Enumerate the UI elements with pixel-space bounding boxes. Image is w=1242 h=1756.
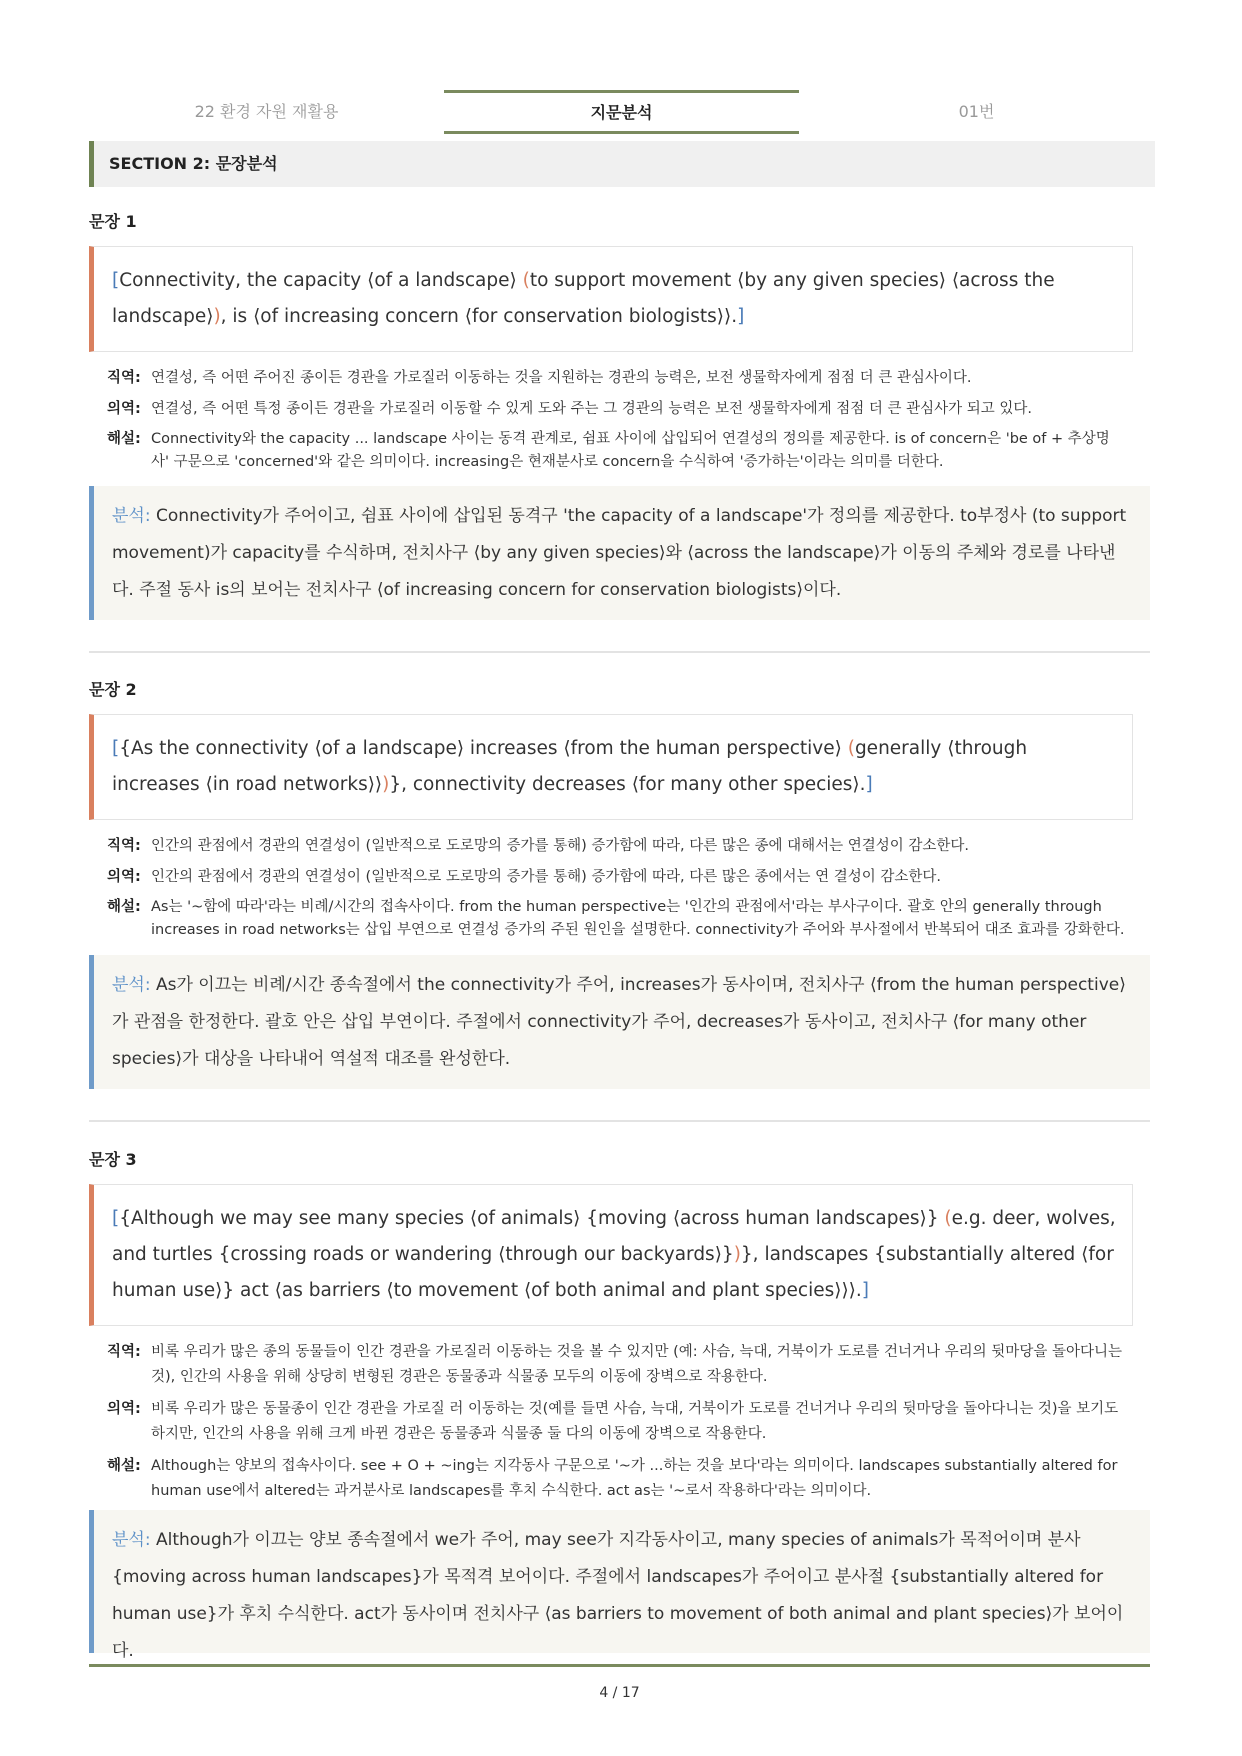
sentence-label: 문장 2 bbox=[89, 680, 137, 699]
translation-block bbox=[107, 1340, 1127, 1511]
sentence-segment: [ bbox=[112, 270, 120, 291]
literal-translation: 비록 우리가 많은 종의 동물들이 인간 경관을 가로질러 이동하는 것을 볼 수 있지만 (예: 사슴, 늑대, 거북이가 도로를 건너거나 우리의 뒷마당을 돌아다니는 것), 인간의 사용을 위해 상당히 변형된 경관은 동물종과 식물종 모두의 이동에 장벽으로 작용한다. bbox=[151, 1344, 1122, 1385]
sentence-segment: e.g. deer, wolves, and turtles {crossing roads or wandering ⟨through our backyards⟩} bbox=[112, 1208, 1116, 1265]
free-translation: 인간의 관점에서 경관의 연결성이 (일반적으로 도로망의 증가를 통해) 증가함에 따라, 다른 많은 종에서는 연 결성이 감소한다. bbox=[151, 869, 942, 885]
sentence-segment: ) bbox=[382, 774, 390, 795]
sentence-segment: ) bbox=[213, 306, 221, 327]
literal-translation: 연결성, 즉 어떤 주어진 종이든 경관을 가로질러 이동하는 것을 지원하는 경관의 능력은, 보전 생물학자에게 점점 더 큰 관심사이다. bbox=[151, 370, 972, 386]
literal-translation: 인간의 관점에서 경관의 연결성이 (일반적으로 도로망의 증가를 통해) 증가함에 따라, 다른 많은 종에 대해서는 연결성이 감소한다. bbox=[151, 838, 970, 854]
free-label: 의역: bbox=[107, 401, 141, 417]
analysis-box bbox=[89, 1510, 1150, 1661]
translation-block bbox=[107, 834, 1127, 949]
literal-label: 직역: bbox=[107, 838, 141, 854]
analysis-label: 분석: bbox=[112, 975, 151, 995]
sentence-segment: ) bbox=[733, 1244, 741, 1265]
sentence-segment: {Although we may see many species ⟨of animals⟩ {moving ⟨across human landscapes⟩} bbox=[119, 1208, 945, 1229]
sentence-segment: [ bbox=[112, 1208, 120, 1229]
sentence-label: 문장 1 bbox=[89, 212, 137, 231]
sentence-segment: [ bbox=[112, 738, 120, 759]
analysis-text: Although가 이끄는 양보 종속절에서 we가 주어, may see가 지각동사이고, many species of animals가 목적어이며 분사 {moving across human landscapes}가 목적격 보어이다. 주절에서 landscapes가 주어이고 분사절 {substantially altered for human use}가 후치 수식한다. act가 동사이며 전치사구 ⟨as barriers to movement of both animal and plant species⟩가 보어이다. bbox=[112, 1530, 1124, 1661]
sentence-segment: Connectivity, the capacity bbox=[119, 270, 368, 291]
sentence-segment: ⟨of a landscape⟩ bbox=[367, 270, 523, 291]
sentence-segment: , is ⟨of increasing concern ⟨for conservation biologists⟩⟩. bbox=[220, 306, 738, 327]
divider bbox=[89, 1120, 1150, 1122]
free-label: 의역: bbox=[107, 1401, 141, 1417]
explain-label: 해설: bbox=[107, 431, 141, 447]
sentence-segment: ( bbox=[847, 738, 855, 759]
analysis-box bbox=[89, 486, 1150, 620]
page-number: 4 / 17 bbox=[599, 1685, 640, 1701]
explain-label: 해설: bbox=[107, 899, 141, 915]
analysis-box bbox=[89, 955, 1150, 1089]
header-title: 지문분석 bbox=[444, 90, 799, 134]
sentence-label: 문장 3 bbox=[89, 1150, 137, 1169]
sentence-box bbox=[89, 714, 1133, 820]
sentence-segment: }, connectivity decreases ⟨for many other species⟩. bbox=[389, 774, 866, 795]
sentence-segment: {As the connectivity ⟨of a landscape⟩ increases ⟨from the human perspective⟩ bbox=[119, 738, 848, 759]
section-title-bar bbox=[89, 141, 1155, 187]
explanation: Connectivity와 the capacity ... landscape 사이는 동격 관계로, 쉼표 사이에 삽입되어 연결성의 정의를 제공한다. is of concern은 'be of + 추상명사' 구문으로 'concerned'와 같은 의미이다. increasing은 현재분사로 concern을 수식하여 '증가하는'이라는 의미를 더한다. bbox=[151, 431, 1110, 470]
sentence-segment: ] bbox=[737, 306, 745, 327]
header-number: 01번 bbox=[958, 102, 995, 121]
sentence-segment: ( bbox=[944, 1208, 952, 1229]
analysis-text: Connectivity가 주어이고, 쉼표 사이에 삽입된 동격구 'the capacity of a landscape'가 정의를 제공한다. to부정사 (to support movement)가 capacity를 수식하며, 전치사구 ⟨by any given species⟩와 ⟨across the landscape⟩가 이동의 주체와 경로를 나타낸다. 주절 동사 is의 보어는 전치사구 ⟨of increasing concern for conservation biologists⟩이다. bbox=[112, 506, 1127, 600]
page-header bbox=[89, 90, 1154, 134]
free-translation: 비록 우리가 많은 동물종이 인간 경관을 가로질 러 이동하는 것(예를 들면 사슴, 늑대, 거북이가 도로를 건너거나 우리의 뒷마당을 돌아다니는 것)을 보기도 하지만, 인간의 사용을 위해 크게 바뀐 경관은 동물종과 식물종 둘 다의 이동에 장벽으로 작용한다. bbox=[151, 1401, 1119, 1442]
sentence-segment: ] bbox=[861, 1280, 870, 1301]
sentence-segment: to support movement ⟨by any given species⟩ ⟨across the landscape⟩ bbox=[112, 270, 1055, 327]
sentence-segment: ( bbox=[522, 270, 530, 291]
analysis-label: 분석: bbox=[112, 506, 151, 526]
analysis-label: 분석: bbox=[112, 1530, 151, 1550]
section-title: SECTION 2: 문장분석 bbox=[109, 154, 278, 173]
bottom-rule bbox=[89, 1664, 1150, 1667]
sentence-segment: }, landscapes {substantially altered ⟨for human use⟩} act ⟨as barriers ⟨to movement ⟨of both animal and plant species⟩⟩⟩. bbox=[112, 1244, 1114, 1301]
divider bbox=[89, 651, 1150, 653]
sentence-box bbox=[89, 1184, 1133, 1326]
free-translation: 연결성, 즉 어떤 특정 종이든 경관을 가로질러 이동할 수 있게 도와 주는 그 경관의 능력은 보전 생물학자에게 점점 더 큰 관심사가 되고 있다. bbox=[151, 401, 1032, 417]
sentence-box bbox=[89, 246, 1133, 352]
free-label: 의역: bbox=[107, 869, 141, 885]
sentence-segment: generally ⟨through increases ⟨in road networks⟩⟩ bbox=[112, 738, 1028, 795]
literal-label: 직역: bbox=[107, 1344, 141, 1360]
analysis-text: As가 이끄는 비례/시간 종속절에서 the connectivity가 주어, increases가 동사이며, 전치사구 ⟨from the human perspective⟩가 관점을 한정한다. 괄호 안은 삽입 부연이다. 주절에서 connectivity가 주어, decreases가 동사이고, 전치사구 ⟨for many other species⟩가 대상을 나타내어 역설적 대조를 완성한다. bbox=[112, 975, 1126, 1069]
sentence-segment: ] bbox=[865, 774, 873, 795]
explain-label: 해설: bbox=[107, 1458, 141, 1474]
explanation: Although는 양보의 접속사이다. see + O + ~ing는 지각동사 구문으로 '~가 ...하는 것을 보다'라는 의미이다. landscapes substantially altered for human use에서 altered는 과거분사로 landscapes를 후치 수식한다. act as는 '~로서 작용하다'라는 의미이다. bbox=[151, 1458, 1118, 1499]
translation-block bbox=[107, 366, 1127, 481]
literal-label: 직역: bbox=[107, 370, 141, 386]
explanation: As는 '~함에 따라'라는 비례/시간의 접속사이다. from the human perspective는 '인간의 관점에서'라는 부사구이다. 괄호 안의 generally through increases in road networks는 삽입 부연으로 연결성 증가의 주된 원인을 설명한다. connectivity가 주어와 부사절에서 반복되어 대조 효과를 강화한다. bbox=[151, 899, 1125, 938]
header-course: 22 환경 자원 재활용 bbox=[194, 102, 339, 121]
